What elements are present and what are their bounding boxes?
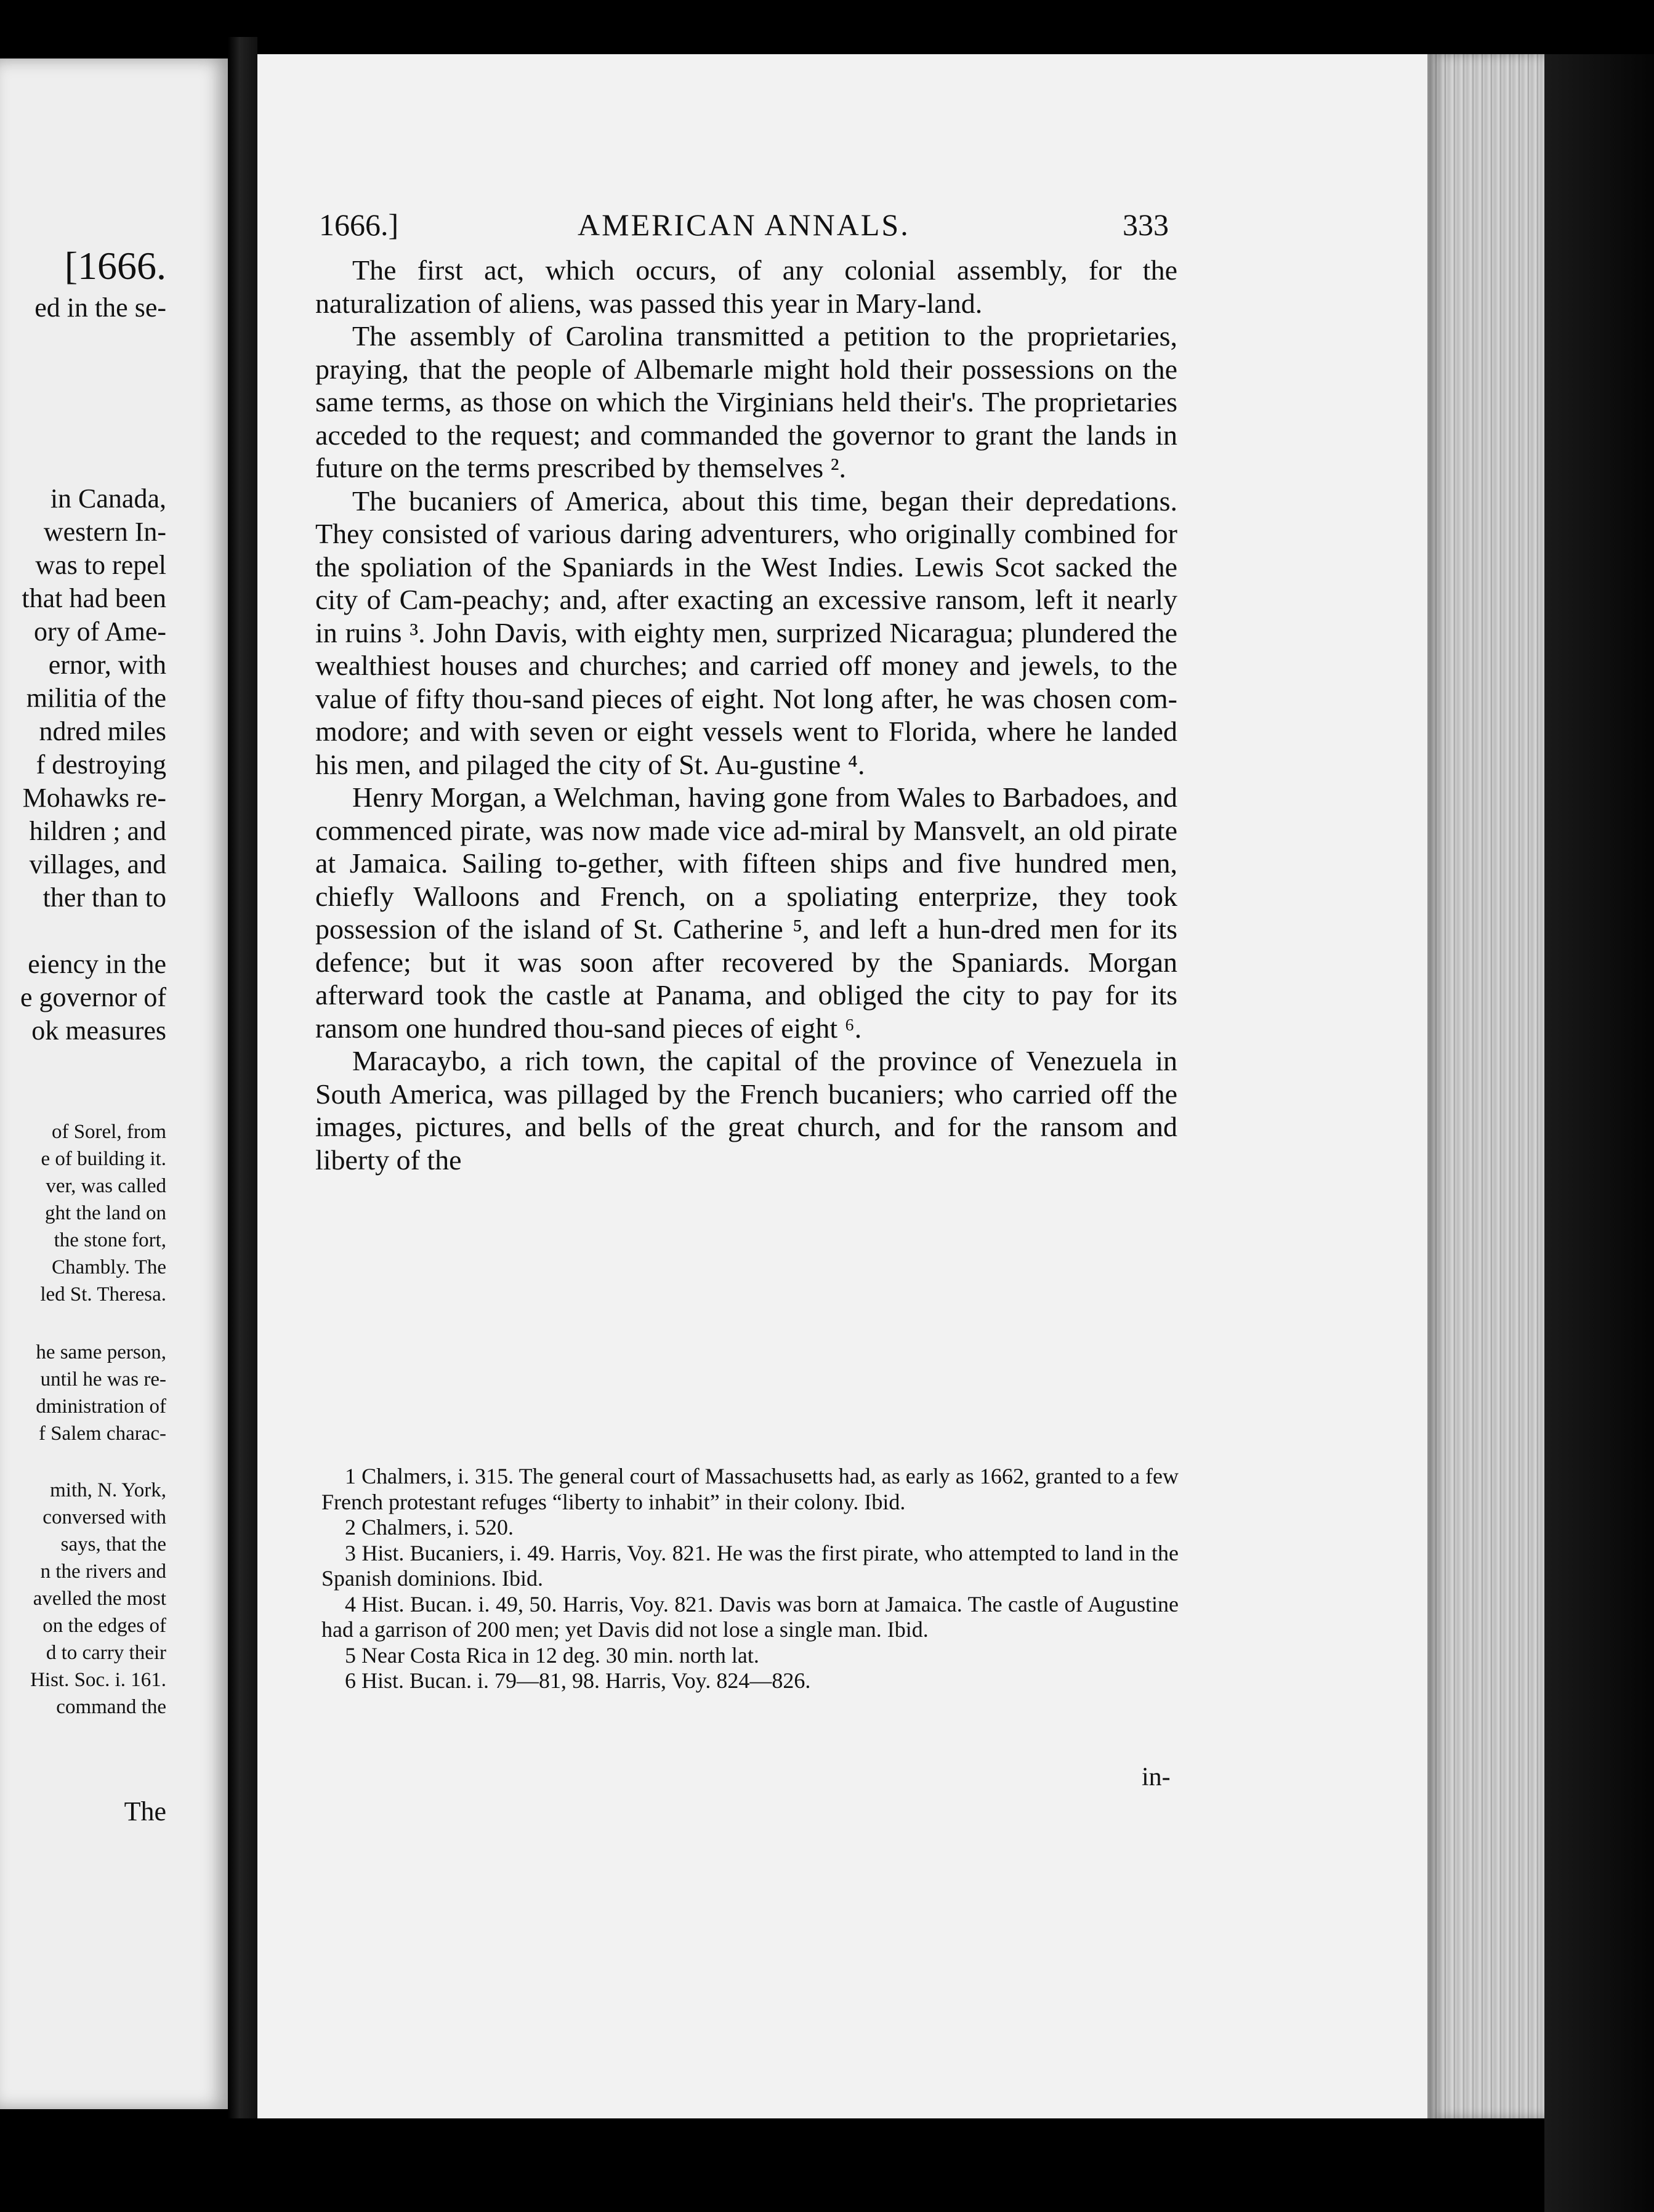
footnote: 1 Chalmers, i. 315. The general court of Massachusetts had, as early as 1662, granted to a few French protestant refuges “liberty to inhabit” in their colony. Ibid. <box>321 1464 1179 1514</box>
left-page-line: that had been <box>22 583 166 613</box>
footnote: 5 Near Costa Rica in 12 deg. 30 min. north lat. <box>345 1642 759 1668</box>
left-page-line: ernor, with <box>48 650 166 680</box>
footnote: 4 Hist. Bucan. i. 49, 50. Harris, Voy. 821. Davis was born at Jamaica. The castle of Augustine had a garrison of 200 men; yet Davis did not lose a single man. Ibid. <box>321 1591 1179 1642</box>
left-page-line: e governor of <box>20 982 166 1012</box>
left-page-line: Mohawks re- <box>22 783 166 813</box>
running-head-title: AMERICAN ANNALS. <box>578 208 910 242</box>
left-page-line: ok measures <box>31 1015 166 1046</box>
left-page-line: on the edges of <box>42 1615 166 1637</box>
left-page-line: western In- <box>43 517 166 547</box>
left-page-line: avelled the most <box>33 1588 166 1610</box>
left-page-line: says, that the <box>60 1533 166 1556</box>
page-number: 333 <box>1123 208 1169 242</box>
left-page-line: ed in the se- <box>34 293 166 323</box>
left-page-line: was to repel <box>35 550 166 580</box>
footnote: 2 Chalmers, i. 520. <box>345 1515 514 1540</box>
left-page-line: conversed with <box>42 1506 166 1528</box>
left-page-line: ver, was called <box>46 1175 166 1197</box>
paragraph: Henry Morgan, a Welchman, having gone from Wales to Barbadoes, and commenced pirate, was now made vice ad-miral by Mansvelt, an old pirate at Jamaica. Sailing to-gether, with fifteen ships and five hundred men, chiefly Walloons and French, on a spoliating enterprize, they took possession of the island of St. Catherine ⁵, and left a hun-dred men for its defence; but it was soon after recovered by the Spaniards. Morgan afterward took the castle at Panama, and obliged the city to pay for its ransom one hundred thou-sand pieces of eight ⁶. <box>315 781 1177 1044</box>
left-page-line: the stone fort, <box>54 1229 166 1251</box>
footnote: 6 Hist. Bucan. i. 79—81, 98. Harris, Voy. 824—826. <box>345 1668 811 1693</box>
left-page-line: Chambly. The <box>51 1256 166 1278</box>
left-page-line: The <box>124 1796 166 1827</box>
left-page-line: f Salem charac- <box>38 1423 166 1445</box>
running-head <box>319 207 1169 250</box>
left-page-line: f destroying <box>36 749 166 780</box>
body-text <box>315 254 1177 1176</box>
left-page-line: d to carry their <box>46 1642 166 1664</box>
footnotes <box>321 1464 1179 1694</box>
catchword: in- <box>1142 1763 1171 1791</box>
left-page-line: villages, and <box>29 849 166 879</box>
left-page-line: n the rivers and <box>40 1560 166 1583</box>
running-head-year: 1666.] <box>319 208 399 242</box>
left-page-line: dministration of <box>36 1395 166 1418</box>
left-page-line: ther than to <box>42 882 166 913</box>
paragraph: The first act, which occurs, of any colonial assembly, for the naturalization of aliens, was passed this year in Mary-land. <box>315 254 1177 319</box>
left-page-line: e of building it. <box>41 1148 166 1170</box>
left-page-line: of Sorel, from <box>51 1121 166 1143</box>
left-page-line: [1666. <box>64 244 166 288</box>
left-page-line: Hist. Soc. i. 161. <box>30 1669 166 1691</box>
left-page-line: in Canada, <box>50 483 166 514</box>
left-page-line: eiency in the <box>28 949 166 979</box>
left-page-line: ght the land on <box>44 1202 166 1224</box>
book-gutter <box>228 37 257 2118</box>
left-page-line: he same person, <box>36 1341 166 1363</box>
left-page-line: hildren ; and <box>29 816 166 846</box>
left-page-line: ndred miles <box>39 716 166 746</box>
left-page-line: until he was re- <box>40 1368 166 1391</box>
left-page-line: militia of the <box>26 683 166 713</box>
page-edges <box>1427 54 1544 2118</box>
left-page-line: mith, N. York, <box>50 1479 166 1501</box>
paragraph: The assembly of Carolina transmitted a petition to the proprietaries, praying, that the people of Albemarle might hold their possessions on the same terms, as those on which the Virginians held their's. The proprietaries acceded to the request; and commanded the governor to grant the lands in future on the terms prescribed by themselves ². <box>315 320 1177 483</box>
left-page-line: ory of Ame- <box>33 616 166 647</box>
paragraph: Maracaybo, a rich town, the capital of the province of Venezuela in South America, was pillaged by the French bucaniers; who carried off the images, pictures, and bells of the great church, and for the ransom and liberty of the <box>315 1045 1177 1176</box>
footnote: 3 Hist. Bucaniers, i. 49. Harris, Voy. 821. He was the first pirate, who attempted to land in the Spanish dominions. Ibid. <box>321 1540 1179 1591</box>
left-page-line: led St. Theresa. <box>40 1283 166 1306</box>
binding-shadow <box>1544 54 1654 2212</box>
paragraph: The bucaniers of America, about this time, began their depredations. They consisted of various daring adventurers, who originally combined for the spoliation of the Spaniards in the West Indies. Lewis Scot sacked the city of Cam-peachy; and, after exacting an excessive ransom, left it nearly in ruins ³. John Davis, with eighty men, surprized Nicaragua; plundered the wealthiest houses and churches; and carried off money and jewels, to the value of fifty thou-sand pieces of eight. Not long after, he was chosen com-modore; and with seven or eight vessels went to Florida, where he landed his men, and pilaged the city of St. Au-gustine ⁴. <box>315 485 1177 780</box>
left-page-line: command the <box>56 1696 166 1718</box>
left-page <box>0 59 228 2109</box>
